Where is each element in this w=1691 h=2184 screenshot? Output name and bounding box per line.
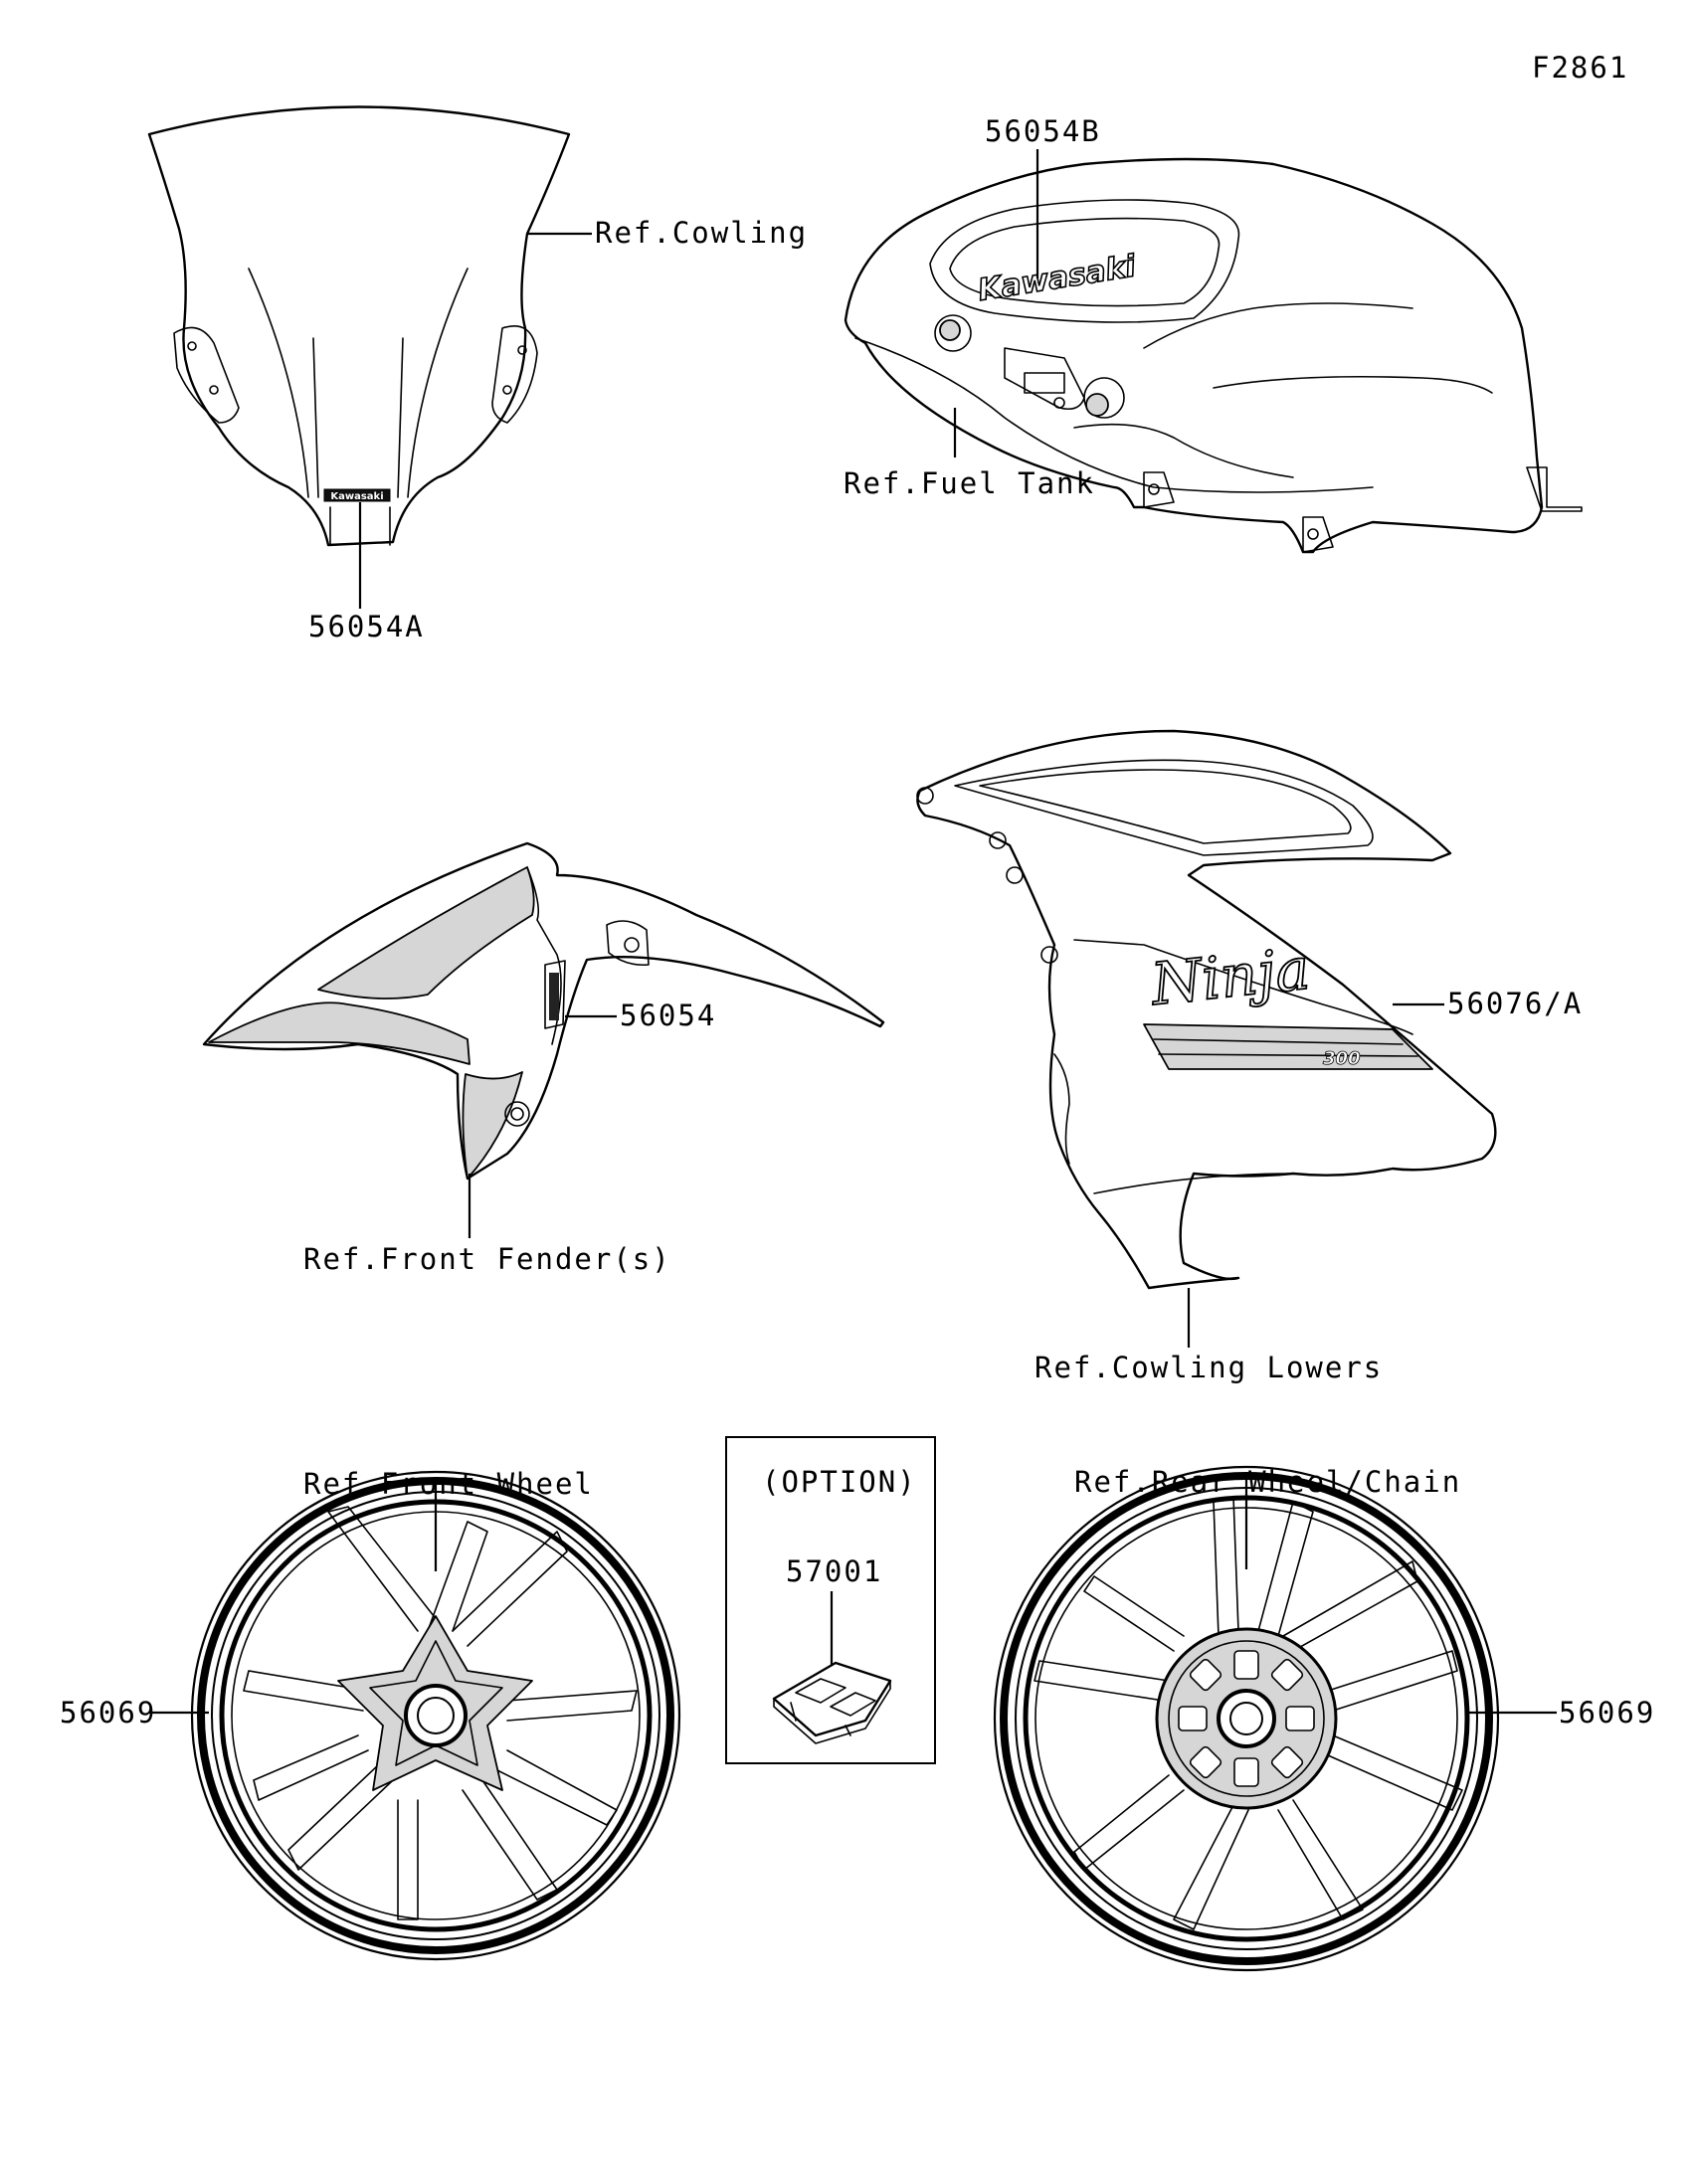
label-ref-cowling-lowers: Ref.Cowling Lowers [1034, 1351, 1384, 1384]
cowling-lower-illustration [917, 731, 1495, 1288]
windshield-illustration [149, 107, 569, 546]
cowling-model-text: 300 [1323, 1048, 1361, 1069]
figure-code: F2861 [1532, 51, 1629, 85]
label-ref-rear-wheel: Ref.Rear Wheel/Chain [1074, 1465, 1462, 1499]
label-ref-cowling: Ref.Cowling [595, 216, 809, 250]
windshield-logo-text: Kawasaki [330, 491, 384, 502]
tank-logo-text: Kawasaki [975, 249, 1139, 308]
label-56054B: 56054B [985, 114, 1101, 148]
label-rear-56069: 56069 [1559, 1696, 1656, 1729]
label-ref-front-wheel: Ref.Front Wheel [303, 1467, 594, 1501]
front-fender-illustration [204, 843, 883, 1179]
cowling-logo-text: Ninja [1148, 934, 1313, 1018]
label-56076A: 56076/A [1447, 987, 1584, 1020]
label-56054A: 56054A [308, 610, 425, 643]
label-ref-front-fender: Ref.Front Fender(s) [303, 1242, 671, 1276]
label-ref-fuel-tank: Ref.Fuel Tank [844, 466, 1095, 500]
label-57001: 57001 [786, 1554, 883, 1588]
label-56054: 56054 [620, 999, 717, 1032]
label-front-56069: 56069 [60, 1696, 157, 1729]
fender-decal [549, 973, 559, 1020]
option-title: (OPTION) [762, 1465, 917, 1499]
